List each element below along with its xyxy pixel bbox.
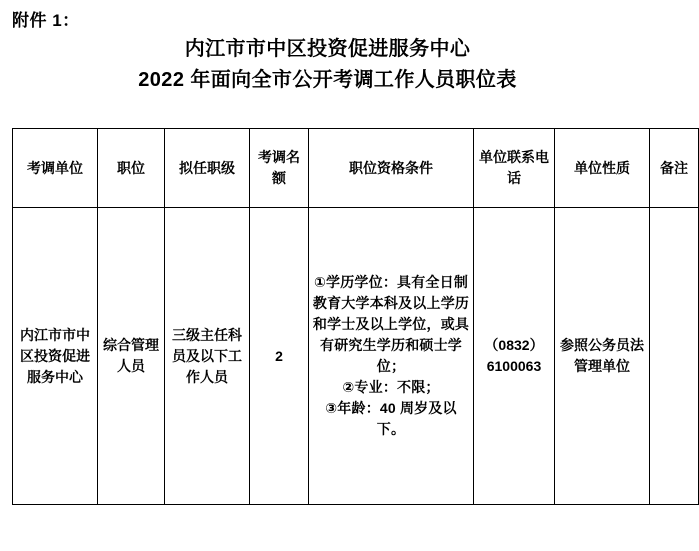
condition-item-2: ②专业：不限；: [342, 379, 440, 395]
phone-number: 6100063: [486, 358, 542, 374]
header-quota: 考调名额: [250, 129, 309, 208]
document-title: [0, 34, 655, 96]
table-body: [13, 208, 699, 505]
header-nature: 单位性质: [555, 129, 650, 208]
header-rank: 拟任职级: [165, 129, 250, 208]
header-phone: 单位联系电话: [474, 129, 555, 208]
condition-item-1: ①学历学位：具有全日制教育大学本科及以上学历和学士及以上学位，或具有研究生学历和硕士学位；: [312, 274, 470, 374]
cell-unit: 内江市市中区投资促进服务中心: [13, 208, 98, 505]
table-header: [13, 129, 699, 208]
cell-phone: [474, 208, 555, 505]
table-header-row: [13, 129, 699, 208]
cell-rank: 三级主任科员及以下工作人员: [165, 208, 250, 505]
cell-quota: 2: [250, 208, 309, 505]
title-line-1: 内江市市中区投资促进服务中心: [184, 38, 471, 60]
title-line-2: 2022 年面向全市公开考调工作人员职位表: [138, 69, 517, 91]
attachment-label: 附件 1：: [12, 11, 80, 30]
header-conditions: 职位资格条件: [309, 129, 474, 208]
job-table: [12, 128, 699, 505]
header-remark: 备注: [650, 129, 699, 208]
condition-item-3: ③年龄：40 周岁及以下。: [325, 400, 457, 437]
job-table-container: [12, 128, 688, 505]
cell-nature: 参照公务员法管理单位: [555, 208, 650, 505]
cell-conditions: [309, 208, 474, 505]
header-unit: 考调单位: [13, 129, 98, 208]
cell-remark: [650, 208, 699, 505]
cell-position: 综合管理人员: [98, 208, 165, 505]
phone-area-code: （0832）: [484, 337, 544, 353]
header-position: 职位: [98, 129, 165, 208]
table-row: [13, 208, 699, 505]
